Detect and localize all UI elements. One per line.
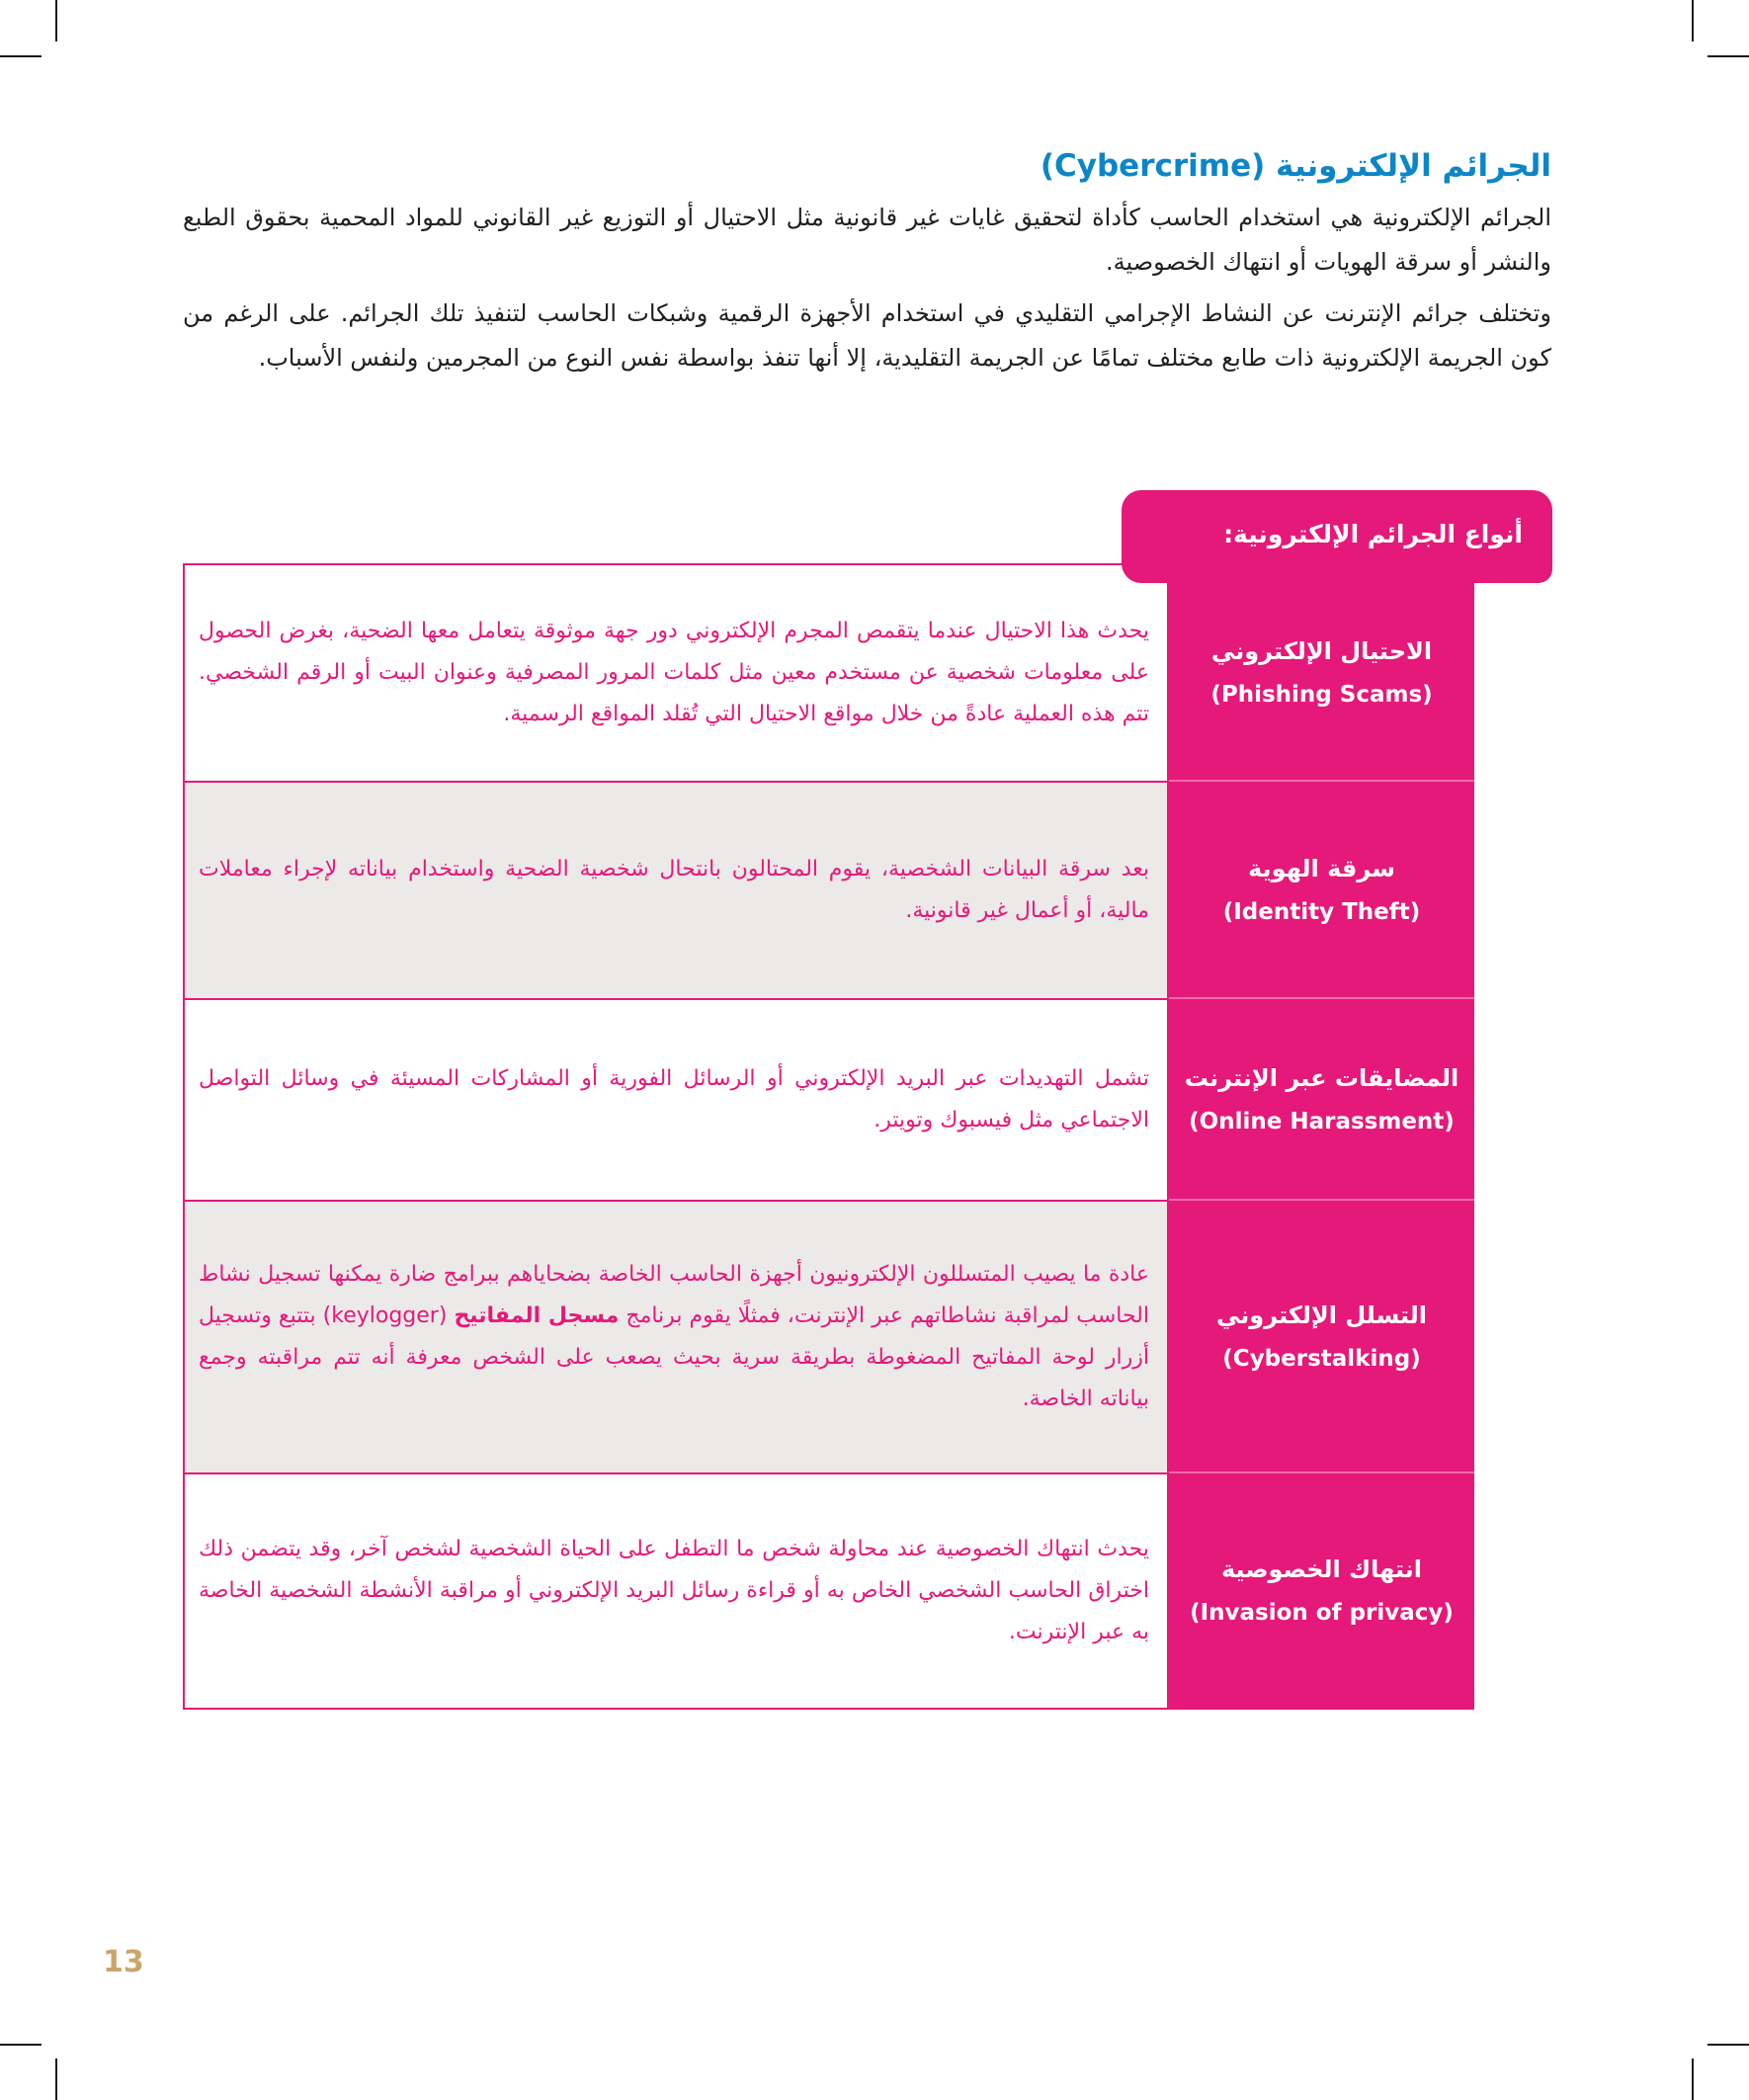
page-number: 13 (103, 1945, 144, 1979)
difference-paragraph: وتختلف جرائم الإنترنت عن النشاط الإجرامي التقليدي في استخدام الأجهزة الرقمية وشبكات الحاسب لتنفيذ تلك الجرائم. على الرغم من كون الجريمة الإلكترونية ذات طابع مختلف تمامًا عن الجريمة التقليدية، إلا أنها تنفذ بواسطة نفس النوع من المجرمين ولنفس الأسباب. (183, 299, 1551, 372)
crop-mark (1692, 2058, 1694, 2100)
crop-mark (1707, 2044, 1749, 2046)
phishing-name-en: (Phishing Scams) (1210, 682, 1433, 708)
row-divider (1169, 1471, 1474, 1473)
type-cell (1169, 998, 1474, 1202)
section-title: الجرائم الإلكترونية (Cybercrime) (1040, 148, 1551, 184)
cyberstalking-description-part-2: (keylogger) بتتبع وتسجيل أزرار لوحة المفاتيح المضغوطة بطريقة سرية بحيث يصعب على الشخص معرفة أنه تتم مراقبته وجمع بياناته الخاصة. (199, 1303, 1149, 1411)
online-harassment-description: تشمل التهديدات عبر البريد الإلكتروني أو الرسائل الفورية أو المشاركات المسيئة في وسائل التواصل الاجتماعي مثل فيسبوك وتويتر. (199, 1066, 1149, 1133)
type-cell (1169, 781, 1474, 1000)
crop-mark (55, 2058, 57, 2100)
row-divider (1169, 997, 1474, 999)
table-row-phishing (183, 563, 1474, 783)
identity-theft-name-en: (Identity Theft) (1222, 899, 1421, 925)
crop-mark (0, 2044, 42, 2046)
intro-paragraph: الجرائم الإلكترونية هي استخدام الحاسب كأداة لتحقيق غايات غير قانونية مثل الاحتيال أو التوزيع غير القانوني للمواد المحمية بحقوق الطبع والنشر أو سرقة الهويات أو انتهاك الخصوصية. (183, 204, 1551, 276)
description-cell (183, 998, 1169, 1202)
cyberstalking-description-part-1: عادة ما يصيب المتسللون الإلكترونيون أجهزة الحاسب الخاصة بضحاياهم ببرامج ضارة يمكنها تسجيل نشاط الحاسب لمراقبة نشاطاتهم عبر الإنترنت، فمثلًا يقوم برنامج (199, 1262, 1150, 1328)
cyberstalking-name-en: (Cyberstalking) (1222, 1346, 1421, 1372)
cyberstalking-description (199, 1254, 1149, 1420)
invasion-of-privacy-name-en: (Invasion of privacy) (1190, 1600, 1454, 1626)
table-row-cyberstalking (183, 1200, 1474, 1474)
keylogger-term: مسجل المفاتيح (454, 1303, 620, 1328)
phishing-description: يحدث هذا الاحتيال عندما يتقمص المجرم الإلكتروني دور جهة موثوقة يتعامل معها الضحية، بغرض الحصول على معلومات شخصية عن مستخدم معين مثل كلمات المرور المصرفية وعنوان البيت أو الرقم الشخصي. تتم هذه العملية عادةً من خلال مواقع الاحتيال التي تُقلد المواقع الرسمية. (199, 619, 1149, 726)
row-divider (1169, 1199, 1474, 1201)
description-cell (183, 1200, 1169, 1474)
cyberstalking-name-ar: التسلل الإلكتروني (1215, 1302, 1428, 1329)
type-cell (1169, 1472, 1474, 1710)
phishing-name-ar: الاحتيال الإلكتروني (1210, 637, 1433, 665)
table-row-invasion-of-privacy (183, 1472, 1474, 1710)
table-row-identity-theft (183, 781, 1474, 1000)
types-header-label: أنواع الجرائم الإلكترونية: (1223, 520, 1523, 548)
online-harassment-name-ar: المضايقات عبر الإنترنت (1184, 1064, 1459, 1092)
row-divider (1169, 780, 1474, 782)
crop-mark (1707, 55, 1749, 57)
table-row-online-harassment (183, 998, 1474, 1202)
type-cell (1169, 1200, 1474, 1474)
invasion-of-privacy-name-ar: انتهاك الخصوصية (1221, 1555, 1423, 1583)
identity-theft-description: بعد سرقة البيانات الشخصية، يقوم المحتالون بانتحال شخصية الضحية واستخدام بياناته لإجراء معاملات مالية، أو أعمال غير قانونية. (199, 857, 1149, 923)
identity-theft-name-ar: سرقة الهوية (1248, 855, 1395, 882)
crop-mark (0, 55, 42, 57)
crop-mark (55, 0, 57, 42)
type-cell (1169, 563, 1474, 783)
description-cell (183, 781, 1169, 1000)
description-cell (183, 1472, 1169, 1710)
description-cell (183, 563, 1169, 783)
invasion-of-privacy-description: يحدث انتهاك الخصوصية عند محاولة شخص ما التطفل على الحياة الشخصية لشخص آخر، وقد يتضمن ذلك اختراق الحاسب الشخصي الخاص به أو قراءة رسائل البريد الإلكتروني أو مراقبة الأنشطة الشخصية الخاصة به عبر الإنترنت. (199, 1537, 1149, 1644)
online-harassment-name-en: (Online Harassment) (1189, 1109, 1455, 1134)
crop-mark (1692, 0, 1694, 42)
cybercrime-types-table (183, 563, 1474, 1710)
